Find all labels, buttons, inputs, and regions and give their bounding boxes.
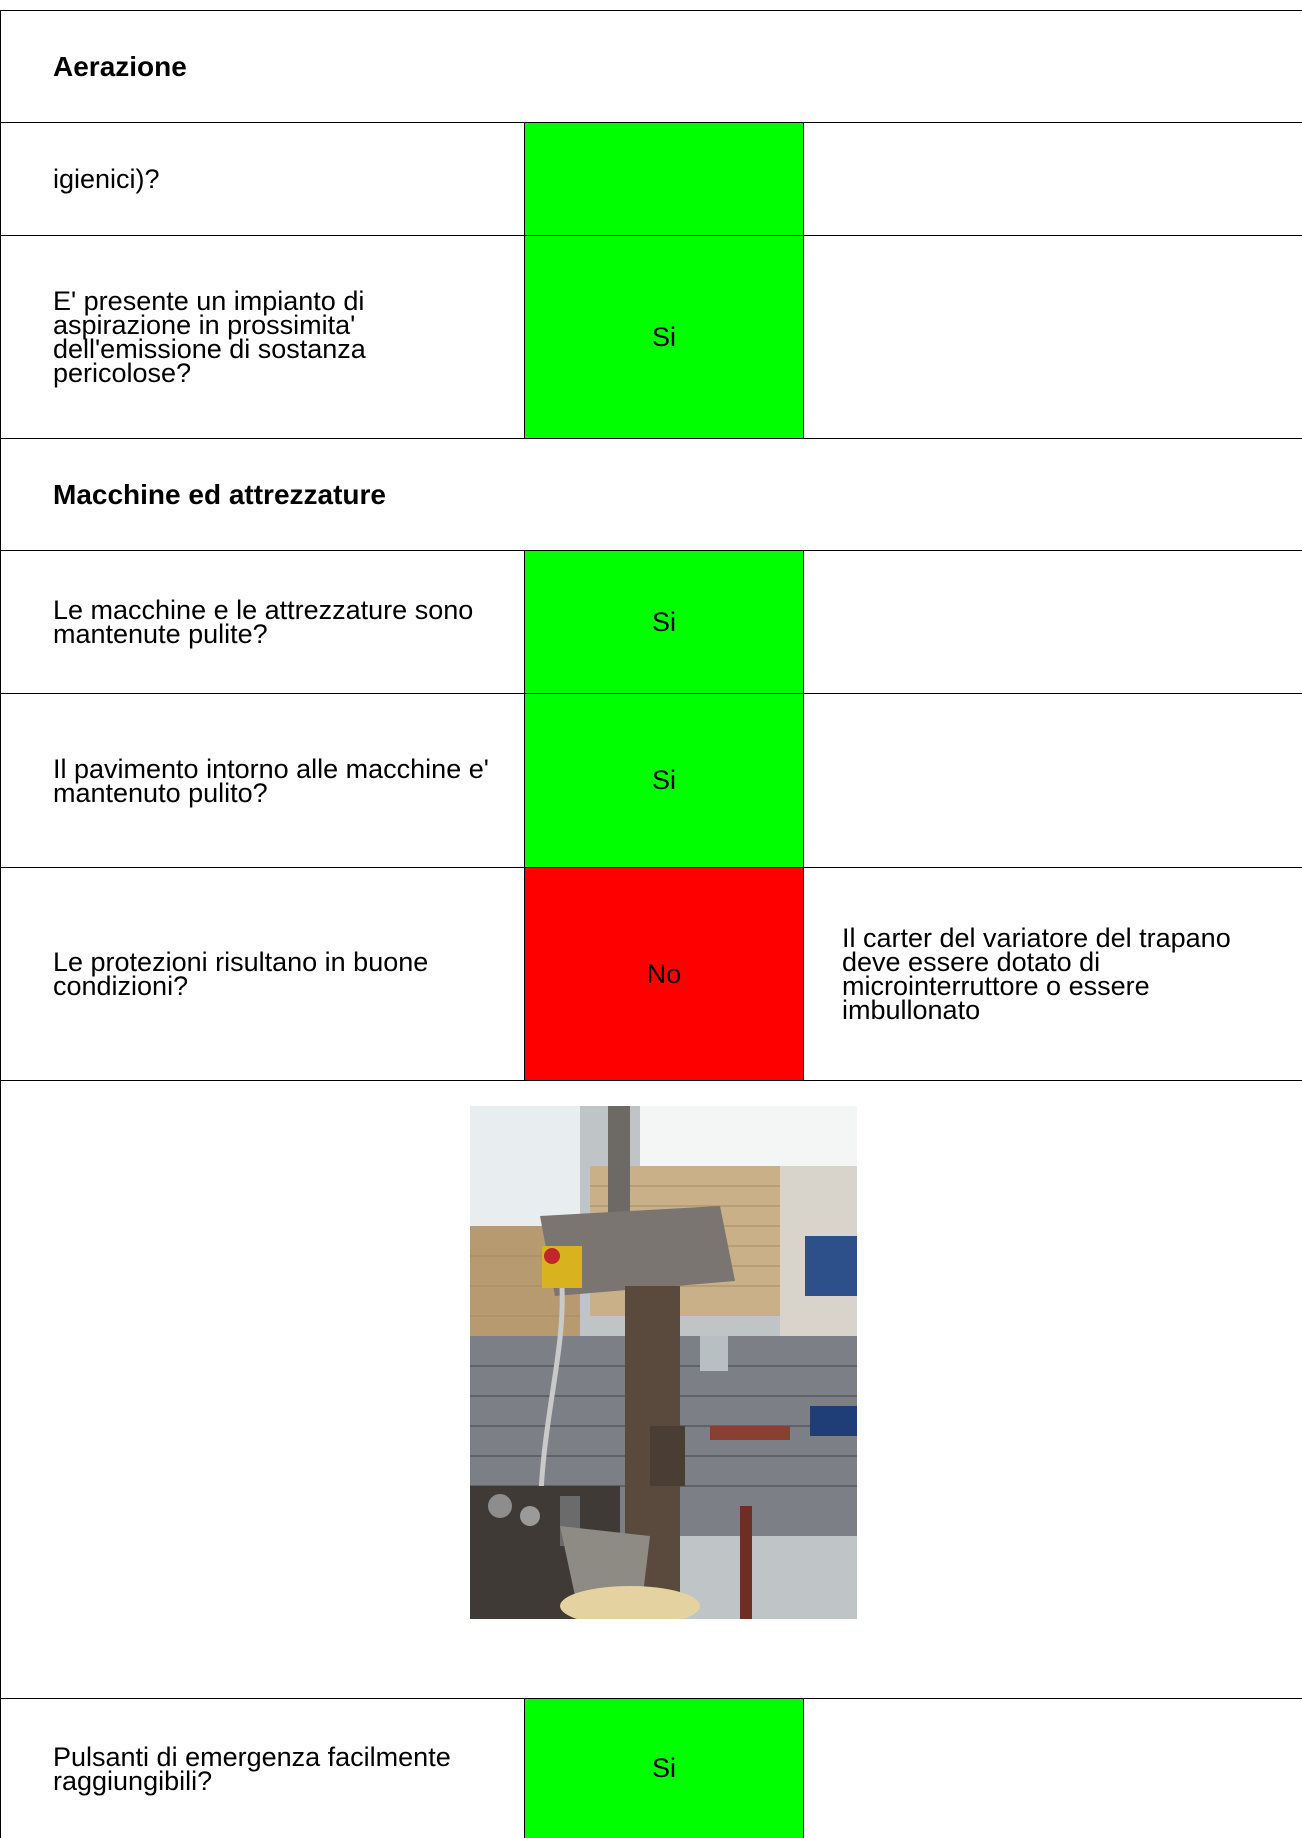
note-text: Il carter del variatore del trapano deve essere dotato di microinterruttore o essere imbullonato xyxy=(842,923,1231,1025)
photo-image xyxy=(470,1106,857,1619)
table-row xyxy=(1,867,1302,1080)
answer-cell: Si xyxy=(524,551,804,693)
photo-row xyxy=(1,1080,1302,1698)
section-title-aerazione: Aerazione xyxy=(53,50,187,82)
section-row-aerazione xyxy=(1,10,1302,122)
question-text: E' presente un impianto di aspirazione in prossimita' dell'emissione di sostanza pericolose? xyxy=(53,286,366,388)
answer-cell xyxy=(524,123,804,235)
answer-cell: No xyxy=(524,868,804,1080)
table-row xyxy=(1,693,1302,867)
table-row xyxy=(1,122,1302,235)
note-cell xyxy=(804,1699,1302,1838)
table-row xyxy=(1,235,1302,438)
note-cell xyxy=(804,694,1302,867)
question-text: Pulsanti di emergenza facilmente raggiungibili? xyxy=(53,1741,451,1796)
section-row-macchine xyxy=(1,438,1302,550)
section-title-macchine: Macchine ed attrezzature xyxy=(53,478,386,510)
drill-press-photo xyxy=(470,1106,857,1619)
note-cell xyxy=(804,551,1302,693)
answer-cell: Si xyxy=(524,236,804,438)
table-row xyxy=(1,550,1302,693)
checklist-page xyxy=(0,10,1302,1838)
question-text: Le protezioni risultano in buone condizioni? xyxy=(53,947,429,1001)
answer-cell: Si xyxy=(524,1699,804,1838)
note-cell xyxy=(804,236,1302,438)
question-text: Il pavimento intorno alle macchine e' mantenuto pulito? xyxy=(53,753,489,808)
question-text: igienici)? xyxy=(53,164,160,194)
answer-cell: Si xyxy=(524,694,804,867)
table-row xyxy=(1,1698,1302,1838)
question-text: Le macchine e le attrezzature sono mantenute pulite? xyxy=(53,595,474,649)
note-cell xyxy=(804,123,1302,235)
